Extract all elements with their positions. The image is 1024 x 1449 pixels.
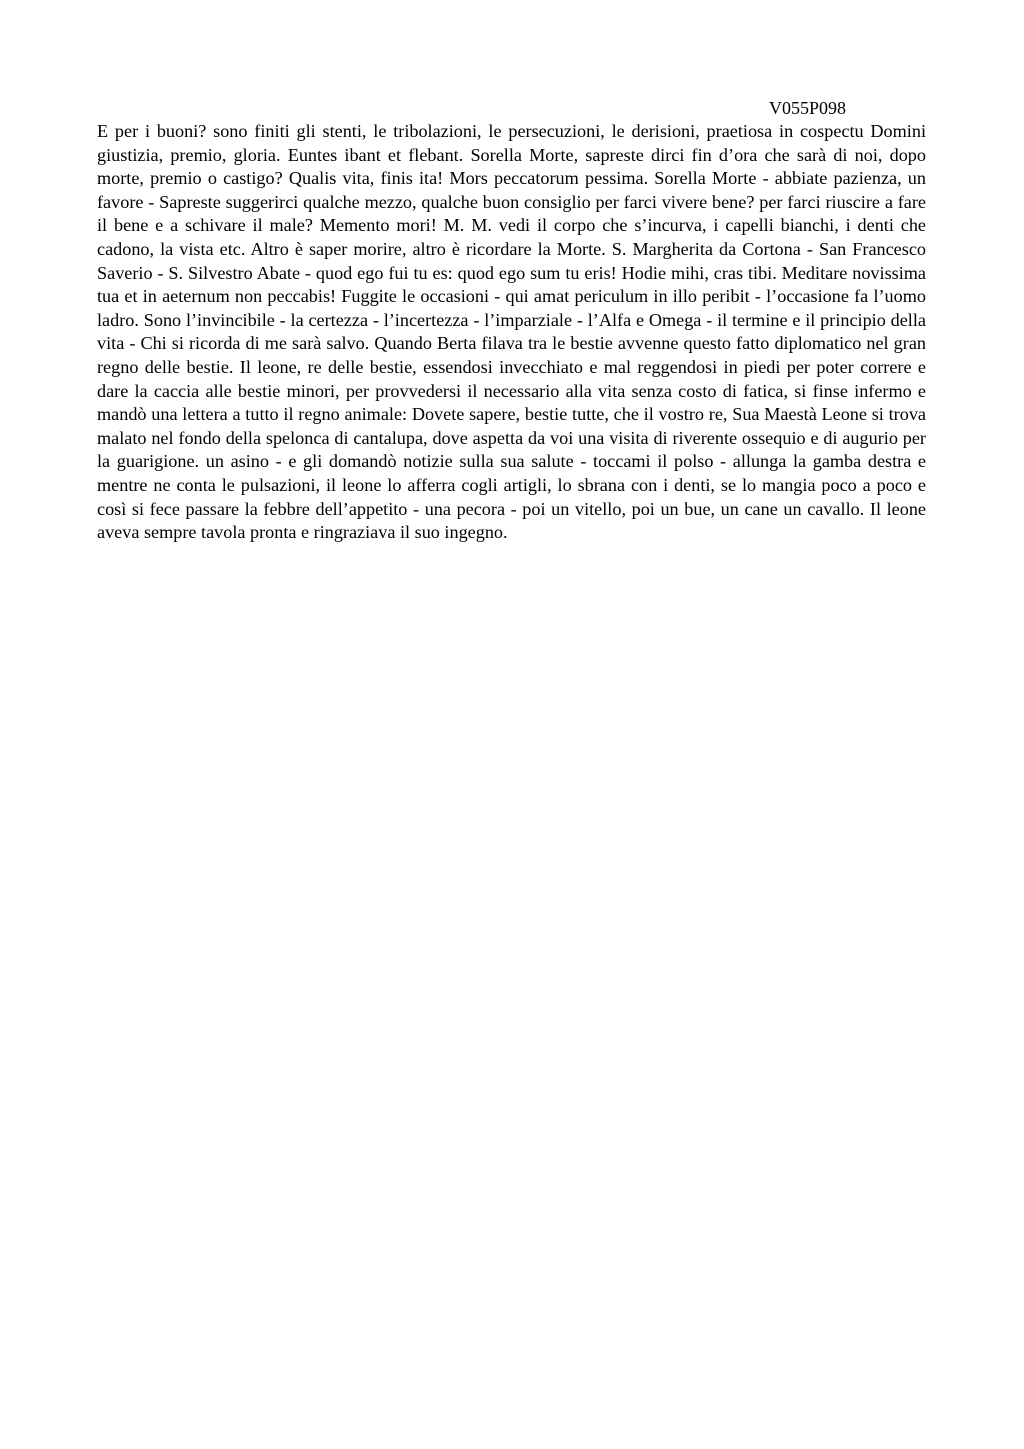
page-identifier: V055P098 <box>769 98 847 118</box>
body-paragraph: E per i buoni? sono finiti gli stenti, le tribolazioni, le persecuzioni, le derisioni, praetiosa in cospectu Domini giustizia, premio, gloria. Euntes ibant et flebant. Sorella Morte, sapreste dirci fin d’ora che sarà di noi, dopo morte, premio o castigo? Qualis vita, finis ita! Mors peccatorum pessima. Sorella Morte - abbiate pazienza, un favore - Sapreste suggerirci qualche mezzo, qualche buon consiglio per farci vivere bene? per farci riuscire a fare il bene e a schivare il male? Memento mori! M. M. vedi il corpo che s’incurva, i capelli bianchi, i denti che cadono, la vista etc. Altro è saper morire, altro è ricordare la Morte. S. Margherita da Cortona - San Francesco Saverio - S. Silvestro Abate - quod ego fui tu es: quod ego sum tu eris! Hodie mihi, cras tibi. Meditare novissima tua et in aeternum non peccabis! Fuggite le occasioni - qui amat periculum in illo peribit - l’occasione fa l’uomo ladro. Sono l’invincibile - la certezza - l’incertezza - l’imparziale - l’Alfa e Omega - il termine e il principio della vita - Chi si ricorda di me sarà salvo. Quando Berta filava tra le bestie avvenne questo fatto diplomatico nel gran regno delle bestie. Il leone, re delle bestie, essendosi invecchiato e mal reggendosi in piedi per poter correre e dare la caccia alle bestie minori, per provvedersi il necessario alla vita senza costo di fatica, si finse infermo e mandò una lettera a tutto il regno animale: Dovete sapere, bestie tutte, che il vostro re, Sua Maestà Leone si trova malato nel fondo della spelonca di cantalupa, dove aspetta da voi una visita di riverente ossequio e di augurio per la guarigione. un asino - e gli domandò notizie sulla sua salute - toccami il polso - allunga la gamba destra e mentre ne conta le pulsazioni, il leone lo afferra cogli artigli, lo sbrana con i denti, se lo mangia poco a poco e così si fece passare la febbre dell’appetito - una pecora - poi un vitello, poi un bue, un cane un cavallo. Il leone aveva sempre tavola pronta e ringraziava il suo ingegno. <box>97 121 926 543</box>
